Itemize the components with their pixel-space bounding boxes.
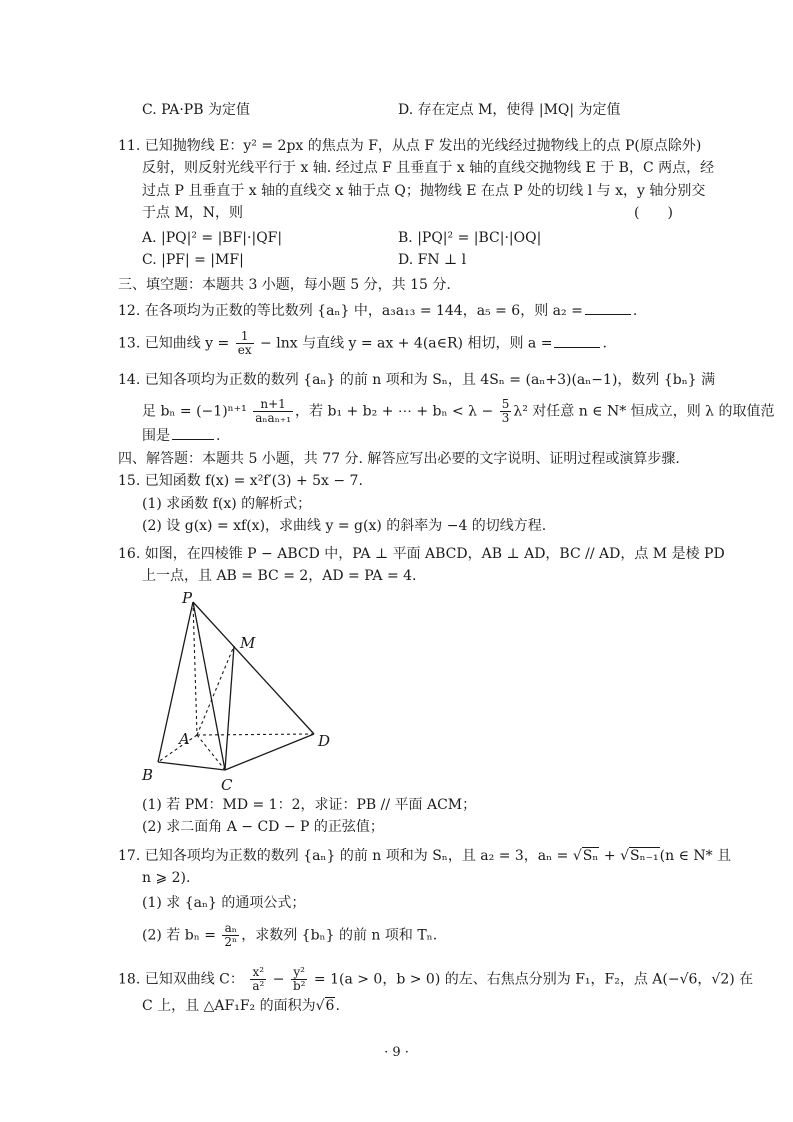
- q13-answer-blank[interactable]: [554, 333, 600, 348]
- q14-line3: 围是 .: [142, 425, 220, 446]
- q10-option-d: D. 存在定点 M，使得 |MQ| 为定值: [398, 102, 621, 118]
- q14-line1: 14. 已知各项均为正数的数列 {aₙ} 的前 n 项和为 Sₙ，且 4Sₙ = (aₙ+3)(aₙ−1)，数列 {bₙ} 满: [118, 372, 716, 388]
- q11-line2: 反射，则反射光线平行于 x 轴. 经过点 F 且垂直于 x 轴的直线交抛物线 E 于 B，C 两点，经: [142, 160, 715, 176]
- q16-part2: (2) 求二面角 A − CD − P 的正弦值；: [142, 819, 384, 835]
- q17-fraction: $\frac{\text{aₙ}}{\text{2ⁿ}}$: [224, 921, 238, 949]
- page-number: · 9 ·: [384, 1045, 409, 1060]
- label-C: C: [221, 776, 233, 794]
- label-D: D: [318, 732, 331, 750]
- q14-fraction-lambda: $\frac{5}{3}$: [501, 397, 510, 425]
- q13-text-mid: − lnx 与直线 y = ax + 4(a∈R) 相切，则 a =: [260, 335, 553, 352]
- q17-part2: (2) 若 bₙ = $\frac{\text{aₙ}}{\text{2ⁿ}}$ ，求数列 {bₙ} 的前 n 项和 Tₙ.: [142, 921, 438, 949]
- q16-line1: 16. 如图，在四棱锥 P − ABCD 中，PA ⊥ 平面 ABCD，AB ⊥ AD，BC // AD，点 M 是棱 PD: [118, 546, 725, 562]
- edge-PC: [193, 602, 225, 770]
- q11-line4: 于点 M，N，则: [142, 205, 244, 221]
- q14-answer-blank[interactable]: [172, 425, 214, 440]
- q11-option-d: D. FN ⊥ l: [398, 252, 467, 268]
- section3-heading: 三、填空题：本题共 3 小题，每小题 5 分，共 15 分.: [118, 277, 451, 293]
- q17-line1: 17. 已知各项均为正数的数列 {aₙ} 的前 n 项和为 Sₙ，且 a₂ = 3，aₙ = √Sₙ + √Sₙ₋₁(n ∈ N* 且: [118, 848, 732, 864]
- q11-line1: 11. 已知抛物线 E：y² = 2px 的焦点为 F，从点 F 发出的光线经过抛物线上的点 P(原点除外): [118, 138, 702, 154]
- q14-fraction-b: $\frac{n+1}{\text{aₙaₙ₊₁}}$: [255, 397, 292, 425]
- q15-part2: (2) 设 g(x) = xf(x)，求曲线 y = g(x) 的斜率为 −4 的切线方程.: [142, 518, 547, 534]
- q10-option-c: C. PA·PB 为定值: [142, 102, 250, 118]
- q13-fraction: $\frac{1}{ex}$: [237, 329, 252, 357]
- pyramid-figure: [130, 590, 350, 800]
- q15-line1: 15. 已知函数 f(x) = x²f′(3) + 5x − 7.: [118, 473, 363, 489]
- q17-sqrt-Sn1: Sₙ₋₁: [629, 848, 659, 864]
- q13: [118, 330, 607, 357]
- q17-line2: n ⩾ 2).: [142, 870, 191, 886]
- edge-AC: [197, 735, 225, 770]
- edge-MC: [225, 646, 234, 770]
- q17-part1: (1) 求 {aₙ} 的通项公式；: [142, 895, 306, 911]
- q11-option-c: C. |PF| = |MF|: [142, 252, 244, 268]
- q11-option-b: B. |PQ|² = |BC|·|OQ|: [398, 230, 542, 246]
- edge-AD: [197, 734, 314, 735]
- q14-line2: 足 bₙ = (−1)ⁿ⁺¹ $\frac{n+1}{\text{aₙaₙ₊₁}}$ ，若 b₁ + b₂ + ⋯ + bₙ < λ − $\frac{5}{3}$ λ² 对任意 n ∈ N* 恒成立，则 λ 的取值范: [142, 397, 775, 425]
- q16-part1: (1) 若 PM：MD = 1：2，求证：PB // 平面 ACM；: [142, 797, 477, 813]
- edge-PD: [193, 602, 314, 734]
- q11-option-a: A. |PQ|² = |BF|·|QF|: [142, 230, 283, 246]
- q12: [118, 300, 637, 321]
- label-A: A: [179, 730, 190, 748]
- q12-text: 12. 在各项均为正数的等比数列 {aₙ} 中，a₃a₁₃ = 144，a₅ = 6，则 a₂ =: [118, 303, 583, 319]
- q13-text-pre: 13. 已知曲线 y =: [118, 335, 230, 352]
- q18-fraction-x: $\frac{\text{x²}}{\text{a²}}$: [252, 965, 265, 993]
- label-M: M: [240, 634, 256, 652]
- q15-part1: (1) 求函数 f(x) 的解析式；: [142, 496, 312, 512]
- q11-answer-paren: ( ): [634, 205, 673, 221]
- label-P: P: [182, 590, 193, 607]
- q18-fraction-y: $\frac{\text{y²}}{\text{b²}}$: [292, 965, 306, 993]
- q12-answer-blank[interactable]: [585, 300, 631, 315]
- q13-post: .: [602, 335, 607, 352]
- q12-post: .: [632, 303, 638, 319]
- q17-sqrt-Sn: Sₙ: [582, 848, 599, 864]
- section4-heading: 四、解答题：本题共 5 小题，共 77 分. 解答应写出必要的文字说明、证明过程或演算步骤.: [118, 451, 680, 467]
- q18-line1: 18. 已知双曲线 C： $\frac{\text{x²}}{\text{a²}}$ − $\frac{\text{y²}}{\text{b²}}$ = 1(a > 0，b > 0) 的左、右焦点分别为 F₁，F₂，点 A(−√6，√2) 在: [118, 965, 754, 993]
- label-B: B: [142, 766, 154, 784]
- edge-CD: [225, 734, 314, 770]
- edge-AB: [158, 735, 197, 762]
- q16-line2: 上一点，且 AB = BC = 2，AD = PA = 4.: [142, 568, 417, 584]
- q18-line2: C 上，且 △AF₁F₂ 的面积为√6.: [142, 998, 340, 1014]
- q18-sqrt6: 6: [325, 998, 335, 1014]
- q11-line3: 过点 P 且垂直于 x 轴的直线交 x 轴于点 Q；抛物线 E 在点 P 处的切线 l 与 x，y 轴分别交: [142, 183, 706, 199]
- edge-BC: [158, 762, 225, 770]
